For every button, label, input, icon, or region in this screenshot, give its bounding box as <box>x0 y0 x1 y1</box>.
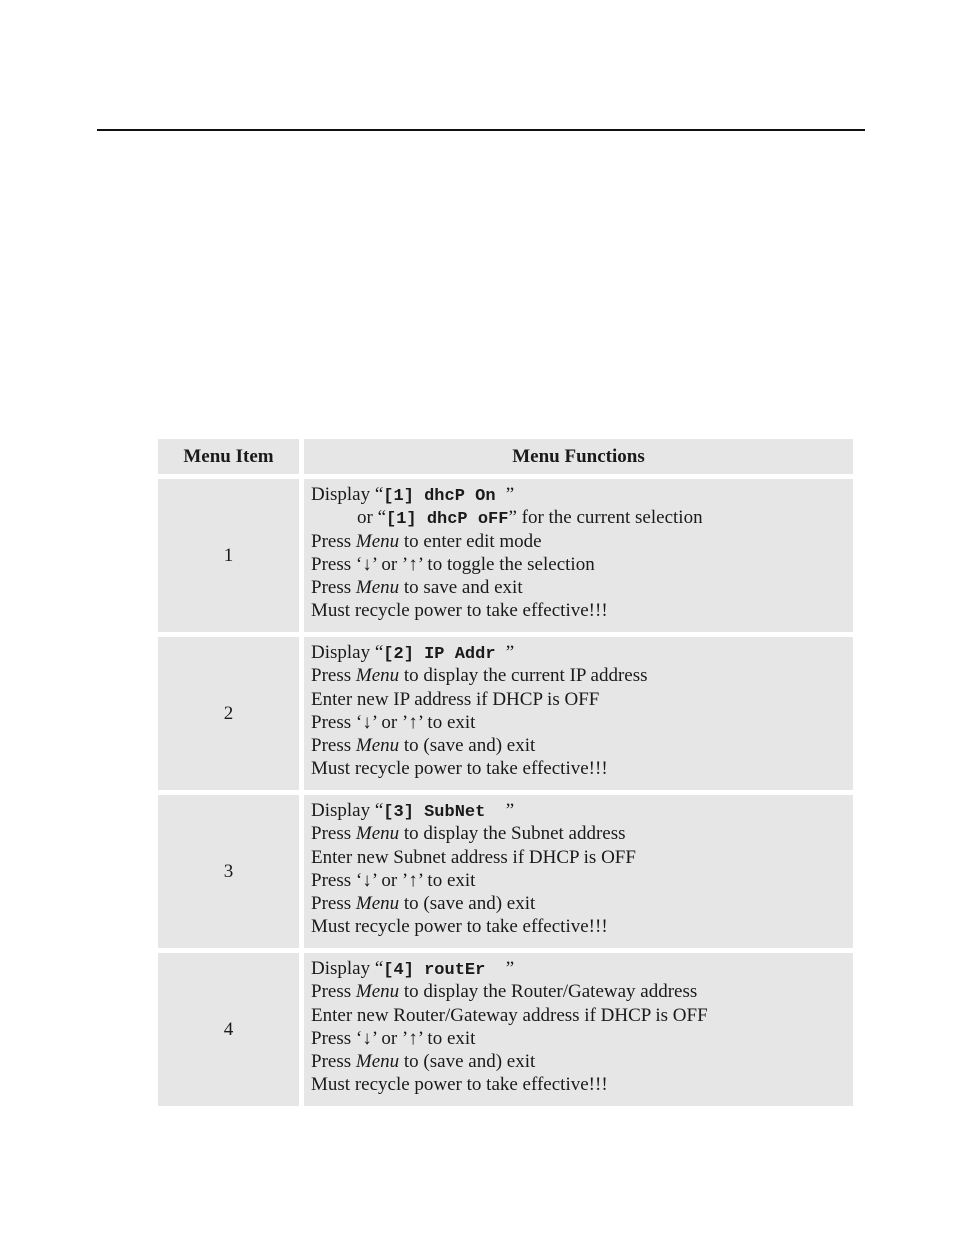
function-line <box>311 664 853 687</box>
function-text: Press ‘↓’ or ’↑’ to toggle the selection <box>311 553 595 575</box>
function-text: ” <box>505 958 515 979</box>
function-text: Press ‘↓’ or ’↑’ to exit <box>311 869 476 891</box>
function-line <box>311 1004 853 1027</box>
function-line <box>311 641 853 664</box>
function-text: to enter edit mode <box>399 530 542 552</box>
function-text: to (save and) exit <box>399 1051 536 1073</box>
table-header-row <box>158 439 854 474</box>
function-text: Press <box>311 735 356 757</box>
function-line <box>311 799 853 822</box>
table-row <box>158 953 854 1106</box>
menu-key-name: Menu <box>355 577 400 599</box>
function-text: Display “ <box>311 642 384 663</box>
function-text: Press <box>311 577 356 599</box>
menu-key-name: Menu <box>355 665 400 687</box>
function-line <box>311 846 853 869</box>
menu-item-number: 1 <box>158 479 299 632</box>
menu-function-cell <box>304 479 853 632</box>
function-text: Must recycle power to take effective!!! <box>311 916 608 938</box>
function-text: Enter new IP address if DHCP is OFF <box>311 688 600 710</box>
function-text: ” <box>505 800 515 821</box>
function-line <box>311 711 853 734</box>
function-line <box>311 957 853 980</box>
table-body <box>158 479 854 1106</box>
menu-key-name: Menu <box>355 893 400 915</box>
function-line <box>311 822 853 845</box>
function-line <box>311 506 853 529</box>
menu-key-name: Menu <box>355 1051 400 1073</box>
header-menu-item: Menu Item <box>158 439 299 474</box>
function-text: Press <box>311 893 356 915</box>
function-text: or “ <box>357 507 387 529</box>
function-line <box>311 980 853 1003</box>
function-line <box>311 1027 853 1050</box>
function-text: Display “ <box>311 958 384 979</box>
display-code: [3] SubNet <box>383 803 506 822</box>
menu-key-name: Menu <box>355 981 400 1003</box>
function-line <box>311 757 853 780</box>
menu-function-cell <box>304 795 853 948</box>
function-text: Display “ <box>311 800 384 821</box>
table-row <box>158 795 854 948</box>
function-line <box>311 576 853 599</box>
display-code: [4] routEr <box>383 961 506 980</box>
menu-item-number: 3 <box>158 795 299 948</box>
header-menu-functions: Menu Functions <box>304 439 853 474</box>
function-line <box>311 892 853 915</box>
function-line <box>311 530 853 553</box>
function-text: to (save and) exit <box>399 893 536 915</box>
menu-function-cell <box>304 637 853 790</box>
function-text: Press <box>311 665 356 687</box>
function-text: Enter new Router/Gateway address if DHCP is OFF <box>311 1004 708 1026</box>
function-line <box>311 1050 853 1073</box>
function-line <box>311 553 853 576</box>
function-text: Must recycle power to take effective!!! <box>311 758 608 780</box>
menu-function-cell <box>304 953 853 1106</box>
function-line <box>311 869 853 892</box>
menu-table <box>158 439 854 1111</box>
function-text: Press ‘↓’ or ’↑’ to exit <box>311 711 476 733</box>
function-text: Must recycle power to take effective!!! <box>311 600 608 622</box>
function-text: Press <box>311 1051 356 1073</box>
menu-item-number: 2 <box>158 637 299 790</box>
menu-key-name: Menu <box>355 823 400 845</box>
function-text: to display the Subnet address <box>399 823 626 845</box>
function-text: ” <box>505 484 515 505</box>
display-code: [1] dhcP oFF <box>386 510 509 530</box>
function-text: ” for the current selection <box>508 507 703 529</box>
display-code: [2] IP Addr <box>383 645 506 664</box>
menu-item-number: 4 <box>158 953 299 1106</box>
table-row <box>158 479 854 632</box>
function-line <box>311 734 853 757</box>
function-text: to display the Router/Gateway address <box>399 981 698 1003</box>
function-text: Enter new Subnet address if DHCP is OFF <box>311 846 636 868</box>
function-line <box>311 483 853 506</box>
function-text: ” <box>505 642 515 663</box>
table-row <box>158 637 854 790</box>
menu-key-name: Menu <box>355 735 400 757</box>
function-text: Press <box>311 981 356 1003</box>
display-code: [1] dhcP On <box>383 487 506 506</box>
function-text: Press <box>311 530 356 552</box>
function-text: Must recycle power to take effective!!! <box>311 1074 608 1096</box>
function-line <box>311 1073 853 1096</box>
function-text: to (save and) exit <box>399 735 536 757</box>
function-text: to display the current IP address <box>399 665 648 687</box>
top-horizontal-rule <box>97 129 865 131</box>
function-line <box>311 915 853 938</box>
function-text: Press <box>311 823 356 845</box>
function-text: to save and exit <box>399 577 523 599</box>
function-line <box>311 599 853 622</box>
function-line <box>311 688 853 711</box>
function-text: Display “ <box>311 484 384 505</box>
menu-key-name: Menu <box>355 530 400 552</box>
function-text: Press ‘↓’ or ’↑’ to exit <box>311 1027 476 1049</box>
